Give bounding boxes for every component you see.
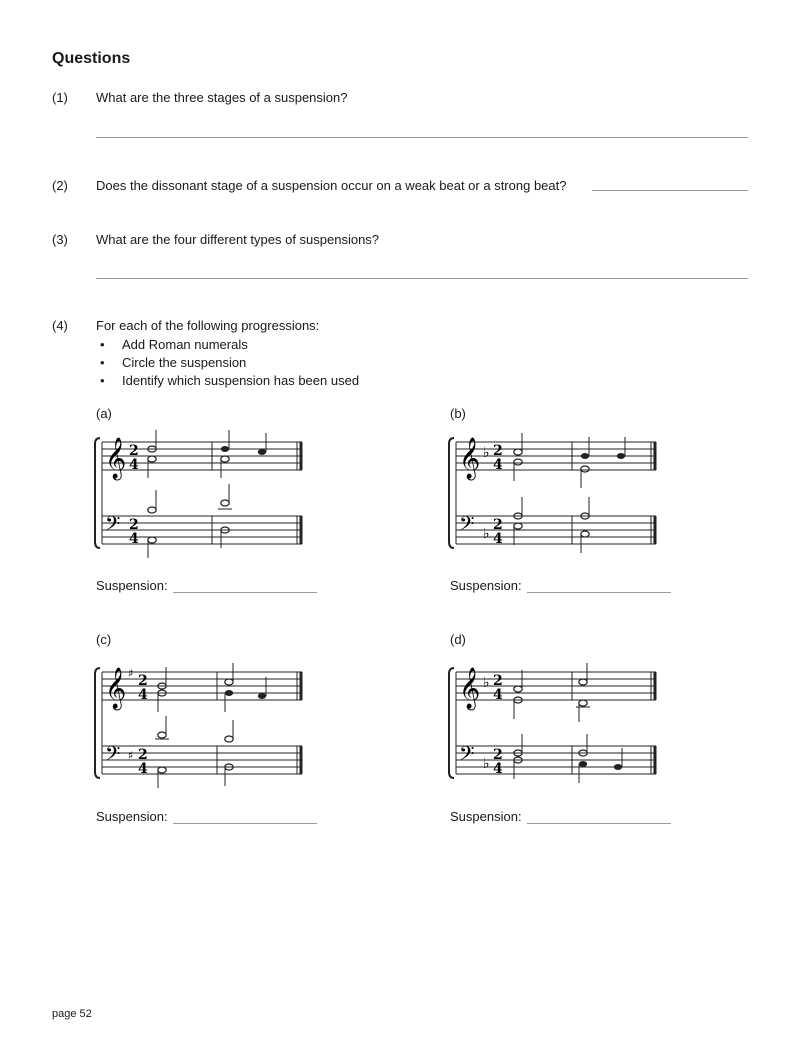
suspension-a-label: Suspension: [96, 578, 168, 593]
instruction-item: • Identify which suspension has been used [96, 372, 359, 390]
question-3-text: What are the four different types of suspensions? [96, 232, 380, 247]
sharp-icon: ♯ [128, 749, 134, 762]
svg-text:4: 4 [493, 761, 503, 777]
treble-clef-icon: 𝄞 [459, 438, 481, 479]
question-4-text: For each of the following progressions: [96, 318, 320, 333]
question-4-number: (4) [52, 318, 68, 333]
bass-clef-icon: 𝄢 [459, 512, 475, 540]
svg-text:2: 2 [129, 443, 139, 459]
exercise-d-label: (d) [450, 632, 466, 647]
treble-clef-icon: 𝄞 [105, 438, 127, 479]
question-2-answer-line[interactable] [592, 190, 748, 191]
grand-staff-b [446, 430, 661, 560]
svg-text:4: 4 [493, 687, 503, 703]
grand-staff-d [446, 660, 661, 790]
exercise-b-label: (b) [450, 406, 466, 421]
svg-text:4: 4 [138, 761, 148, 777]
svg-text:2: 2 [493, 517, 503, 533]
suspension-d-answer-line[interactable] [527, 823, 671, 824]
treble-clef-icon: 𝄞 [459, 668, 481, 709]
grand-staff-c [92, 660, 307, 790]
suspension-a-answer-line[interactable] [173, 592, 317, 593]
page-number: page 52 [52, 1008, 92, 1020]
instruction-item: • Add Roman numerals [96, 336, 359, 354]
question-3-answer-line[interactable] [96, 278, 748, 279]
bass-clef-icon: 𝄢 [105, 742, 121, 770]
question-3-number: (3) [52, 232, 68, 247]
suspension-c-answer-line[interactable] [173, 823, 317, 824]
page-heading: Questions [52, 50, 131, 67]
svg-text:4: 4 [493, 457, 503, 473]
suspension-b-label: Suspension: [450, 578, 522, 593]
question-1-text: What are the three stages of a suspension? [96, 90, 348, 105]
sharp-icon: ♯ [128, 667, 134, 680]
bass-clef-icon: 𝄢 [459, 742, 475, 770]
flat-icon: ♭ [483, 526, 490, 542]
svg-text:2: 2 [138, 747, 148, 763]
question-1-answer-line[interactable] [96, 137, 748, 138]
svg-text:4: 4 [138, 687, 148, 703]
svg-text:2: 2 [138, 673, 148, 689]
svg-text:4: 4 [129, 457, 139, 473]
instruction-list [96, 336, 359, 390]
suspension-d-label: Suspension: [450, 809, 522, 824]
question-2-number: (2) [52, 178, 68, 193]
instruction-item: • Circle the suspension [96, 354, 359, 372]
svg-text:2: 2 [493, 673, 503, 689]
svg-text:2: 2 [129, 517, 139, 533]
svg-text:4: 4 [129, 531, 139, 547]
suspension-c-label: Suspension: [96, 809, 168, 824]
svg-text:2: 2 [493, 747, 503, 763]
bass-clef-icon: 𝄢 [105, 512, 121, 540]
svg-text:2: 2 [493, 443, 503, 459]
treble-clef-icon: 𝄞 [105, 668, 127, 709]
flat-icon: ♭ [483, 445, 490, 461]
flat-icon: ♭ [483, 756, 490, 772]
flat-icon: ♭ [483, 675, 490, 691]
question-1-number: (1) [52, 90, 68, 105]
svg-text:4: 4 [493, 531, 503, 547]
question-2-text: Does the dissonant stage of a suspension occur on a weak beat or a strong beat? [96, 178, 567, 193]
grand-staff-a [92, 430, 307, 560]
exercise-c-label: (c) [96, 632, 112, 647]
exercise-a-label: (a) [96, 406, 112, 421]
suspension-b-answer-line[interactable] [527, 592, 671, 593]
